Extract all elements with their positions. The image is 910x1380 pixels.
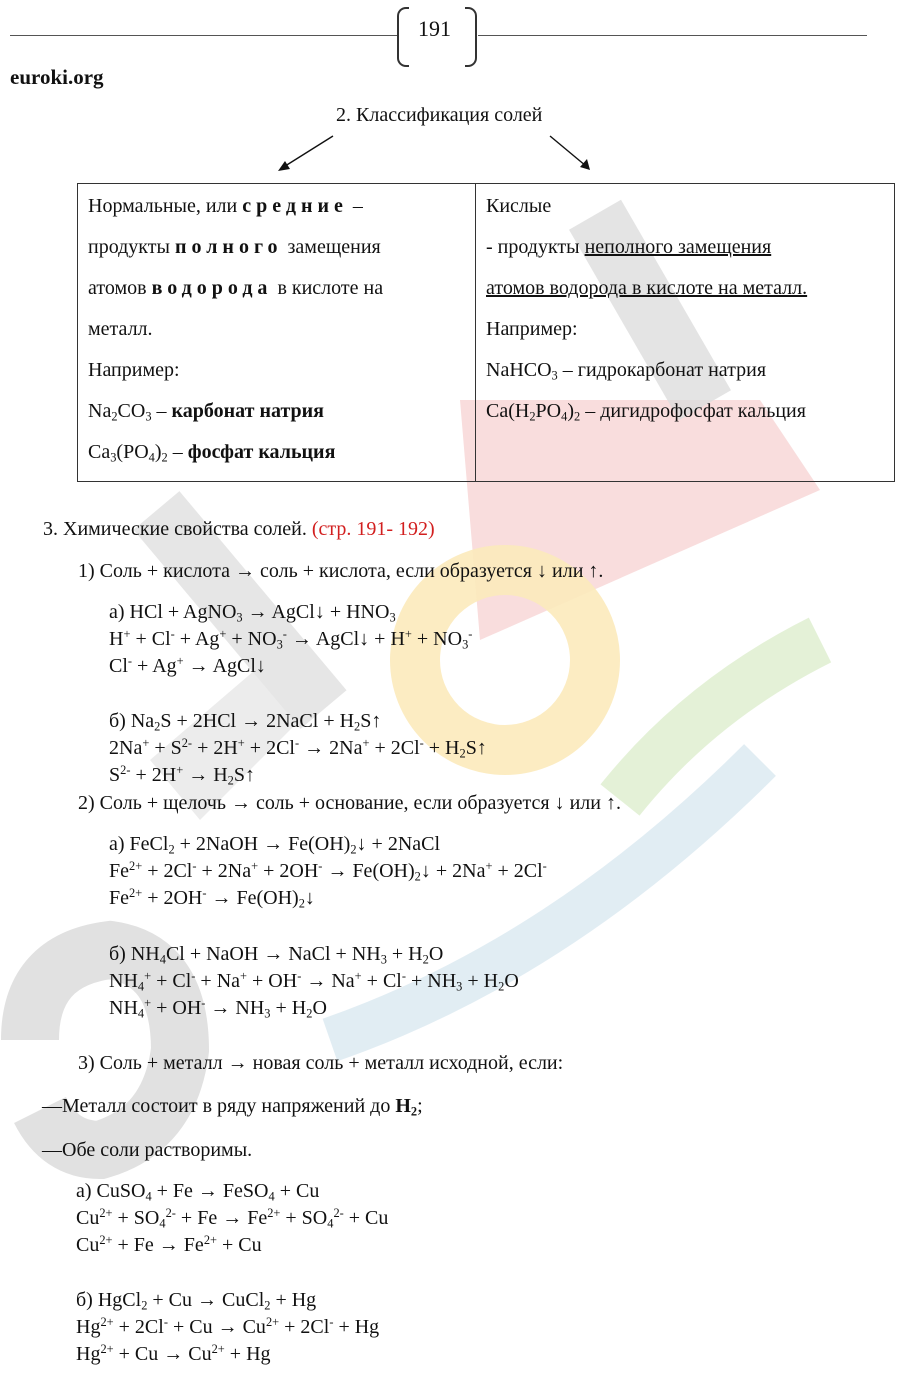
site-name: euroki.org xyxy=(10,65,104,89)
condition-2: —Обе соли растворимы. xyxy=(42,1139,253,1161)
example-na2co3: $Na_2CO_3$ – карбонат натрия xyxy=(88,400,324,424)
reaction-1a: а) HCl + AgNO$_3$ → AgCl↓ + $HNO_3$ $H^+ + Cl^- + Ag^+ + NO_3^-$ → AgCl↓ + $H^+ + NO_3^-$ Cl- + Ag+ → AgCl↓ xyxy=(109,601,473,677)
page-number: 191 xyxy=(418,16,451,41)
section2-title: 2. Классификация солей xyxy=(336,104,543,126)
item1-heading: 1) Соль + кислота → соль + кислота, если образуется ↓ или ↑. xyxy=(78,560,604,582)
example-cah2po42: $Ca(H_2PO_4)_2$ – дигидрофосфат кальция xyxy=(486,400,806,424)
arrow-right-icon xyxy=(550,136,586,166)
normal-salts-cell: Нормальные, или средние – продукты полного замещения атомов водорода в кислоте на металл. Например: $Na_2CO_3$ – карбонат натрия $Ca_3(PO_4)_2$ – фосфат кальция xyxy=(78,184,476,482)
reaction-1b: б) $Na_2S + 2HCl$ → 2NaCl + $H_2S↑$ $2Na^+ + S^{2-} + 2H^+ + 2Cl^- \to 2Na^+ + 2Cl^-$ + $H_2S↑$ $S^{2-} + 2H^+$ → $H_2S↑$ xyxy=(109,710,487,788)
reaction-3b: б) HgCl$_2$ + Cu → CuCl$_2$ + Hg $Hg^{2+} + 2Cl^- + Cu \to Cu^{2+} + 2Cl^- + Hg$ $Hg^{2+} + Cu \to Cu^{2+} + Hg$ xyxy=(76,1289,380,1365)
example-ca3po42: $Ca_3(PO_4)_2$ – фосфат кальция xyxy=(88,441,336,465)
reaction-2b: б) $NH_4Cl$ + NaOH → NaCl + $NH_3 + H_2O$ $NH_4^+ + Cl^- + Na^+ + OH^- \to Na^+ + Cl^- + NH_3 + H_2O$ $NH_4^+ + OH^- \to NH_3 + H_2O$ xyxy=(109,943,519,1021)
arrow-right-head-icon xyxy=(580,159,590,170)
acid-salts-cell: Кислые - продукты неполного замещения атомов водорода в кислоте на металл. Например: NaHCO$_3$ – гидрокарбонат натрия $Ca(H_2PO_4)_2$ – дигидрофосфат кальция xyxy=(476,184,895,482)
reaction-3a: а) CuSO$_4$ + Fe → FeSO$_4$ + Cu $Cu^{2+} + SO_4^{2-} + Fe \to Fe^{2+} + SO_4^{2-} + Cu$ $Cu^{2+} + Fe \to Fe^{2+} + Cu$ xyxy=(76,1180,389,1256)
classification-arrows xyxy=(0,128,910,188)
salt-classification-table xyxy=(77,183,895,482)
example-nahco3: NaHCO$_3$ – гидрокарбонат натрия xyxy=(486,359,767,383)
header-rule-left xyxy=(10,35,398,36)
condition-1: —Металл состоит в ряду напряжений до $H_2$; xyxy=(42,1095,423,1119)
page-reference: (стр. 191- 192) xyxy=(311,518,435,540)
page-number-bracket-left xyxy=(397,7,409,67)
item2-heading: 2) Соль + щелочь → соль + основание, если образуется ↓ или ↑. xyxy=(78,792,621,814)
arrow-left-head-icon xyxy=(278,161,290,171)
arrow-left-icon xyxy=(282,136,333,168)
page-number-bracket-right xyxy=(465,7,477,67)
item3-heading: 3) Соль + металл → новая соль + металл исходной, если: xyxy=(78,1052,564,1074)
header-rule-right xyxy=(478,35,867,36)
reaction-2a: а) FeCl$_2$ + 2NaOH → $Fe(OH)_2↓$ + 2NaCl $Fe^{2+} + 2Cl^- + 2Na^+ + 2OH^-$ → $Fe(OH)_2↓ + 2Na^+ + 2Cl^-$ $Fe^{2+} + 2OH^-$ → $Fe(OH)_2↓$ xyxy=(109,833,547,911)
section3-title: 3. Химические свойства солей. (стр. 191- 192) xyxy=(43,518,435,540)
